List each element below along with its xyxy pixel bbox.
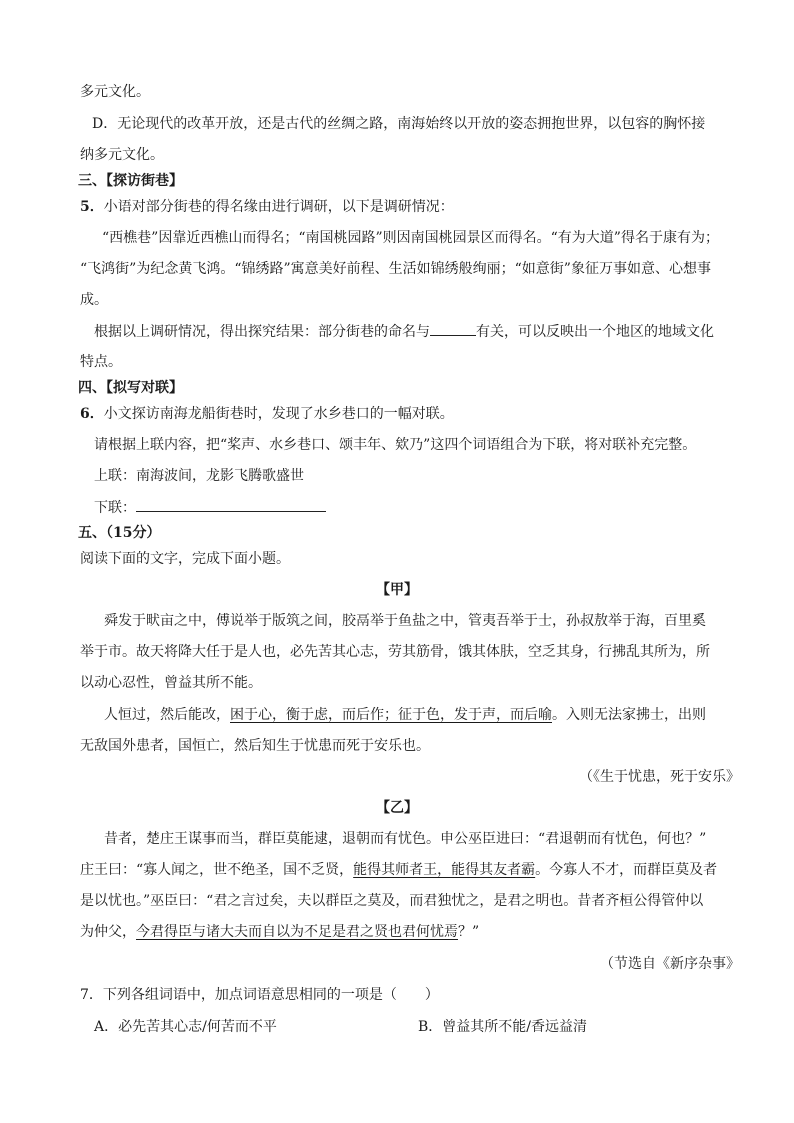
q5-answer-blank[interactable] xyxy=(430,321,476,336)
question-5-number: 5． xyxy=(80,199,104,215)
yi-underlined-sentence-2: 今君得臣与诸大夫而自以为不足是君之贤也君何忧焉 xyxy=(136,924,458,940)
yi-line4-start: 为仲父， xyxy=(80,924,136,940)
question-6 xyxy=(80,404,454,424)
q7-option-a[interactable]: A．必先苦其心志/何苦而不平 xyxy=(94,1019,277,1035)
question-7-stem: 7．下列各组词语中，加点词语意思相同的一项是（ ） xyxy=(80,987,439,1003)
jia-underlined-sentence: 困于心，衡于虑，而后作；征于色，发于声，而后喻 xyxy=(230,707,552,723)
q5-material-line1: “西樵巷”因靠近西樵山而得名；“南国桃园路”则因南国桃园景区而得名。“有为大道”得名于康有为； xyxy=(102,230,719,246)
q5-result-before-blank: 根据以上调研情况，得出探究结果：部分街巷的命名与 xyxy=(94,324,430,340)
q7-option-b[interactable]: B．曾益其所不能/香远益清 xyxy=(418,1019,588,1035)
jia-line4 xyxy=(104,705,706,725)
yi-underlined-phrase-1: 能得其师者王，能得其友者霸 xyxy=(353,862,536,878)
section-5-intro: 阅读下面的文字，完成下面小题。 xyxy=(80,551,290,567)
yi-line4 xyxy=(80,922,479,942)
yi-line2-end: 。今寡人不才，而群臣莫及者 xyxy=(535,862,718,878)
q6-lower-label: 下联： xyxy=(94,500,136,516)
q5-result-line2: 特点。 xyxy=(80,354,122,370)
q4-option-d-line1: D．无论现代的改革开放，还是古代的丝绸之路，南海始终以开放的姿态拥抱世界，以包容的胸怀接 xyxy=(92,116,706,132)
passage-jia-title: 【甲】 xyxy=(376,582,418,598)
q6-lower-couplet xyxy=(94,497,326,518)
jia-line4-end: 。入则无法家拂士，出则 xyxy=(552,707,706,723)
q5-material-line2: “飞鸿街”为纪念黄飞鸿。“锦绣路”寓意美好前程、生活如锦绣般绚丽；“如意街”象征万事如意、心想事 xyxy=(80,261,711,277)
yi-line2 xyxy=(80,860,717,880)
yi-line4-end: ？” xyxy=(458,924,480,940)
yi-line2-start: 庄王曰：“寡人闻之，世不绝圣，国不乏贤， xyxy=(80,862,354,878)
jia-line5: 无敌国外患者，国恒亡，然后知生于忧患而死于安乐也。 xyxy=(80,738,430,754)
jia-line3: 以动心忍性，曾益其所不能。 xyxy=(80,675,262,691)
q5-material-line3: 成。 xyxy=(80,292,108,308)
yi-line1: 昔者，楚庄王谋事而当，群臣莫能逮，退朝而有忧色。申公巫臣进曰：“君退朝而有忧色，何也？” xyxy=(104,831,707,847)
question-5-text: 小语对部分街巷的得名缘由进行调研，以下是调研情况： xyxy=(103,199,454,215)
section-5-heading: 五、（15分） xyxy=(78,525,161,541)
q4-option-c-tail: 多元文化。 xyxy=(80,84,150,100)
yi-source: （节选自《新序杂事》 xyxy=(600,956,740,972)
section-3-heading: 三、【探访街巷】 xyxy=(78,173,183,189)
question-5 xyxy=(80,197,454,217)
section-4-heading: 四、【拟写对联】 xyxy=(78,380,183,396)
q6-upper-couplet: 上联：南海波间，龙影飞腾歌盛世 xyxy=(94,468,304,484)
jia-source: （《生于忧患，死于安乐》 xyxy=(579,769,740,785)
q5-result-after-blank: 有关，可以反映出一个地区的地域文化 xyxy=(476,324,714,340)
passage-yi-title: 【乙】 xyxy=(376,800,418,816)
q4-option-d-line2: 纳多元文化。 xyxy=(80,147,164,163)
q5-result-line1 xyxy=(94,321,714,342)
jia-line4-start: 人恒过，然后能改， xyxy=(104,707,230,723)
q6-instruction: 请根据上联内容，把“桨声、水乡巷口、颂丰年、欸乃”这四个词语组合为下联，将对联补充完整。 xyxy=(94,437,697,453)
q6-answer-blank[interactable] xyxy=(136,497,326,512)
jia-line2: 举于市。故天将降大任于是人也，必先苦其心志，劳其筋骨，饿其体肤，空乏其身，行拂乱其所为，所 xyxy=(80,644,710,660)
jia-line1: 舜发于畎亩之中，傅说举于版筑之间，胶鬲举于鱼盐之中，管夷吾举于士，孙叔敖举于海，百里奚 xyxy=(104,613,706,629)
question-6-text: 小文探访南海龙船街巷时，发现了水乡巷口的一幅对联。 xyxy=(103,406,454,422)
question-6-number: 6． xyxy=(80,406,104,422)
yi-line3: 是以忧也。”巫臣曰：“君之言过矣，夫以群臣之莫及，而君独忧之，是君之明也。昔者齐桓公得管仲以 xyxy=(80,893,704,909)
